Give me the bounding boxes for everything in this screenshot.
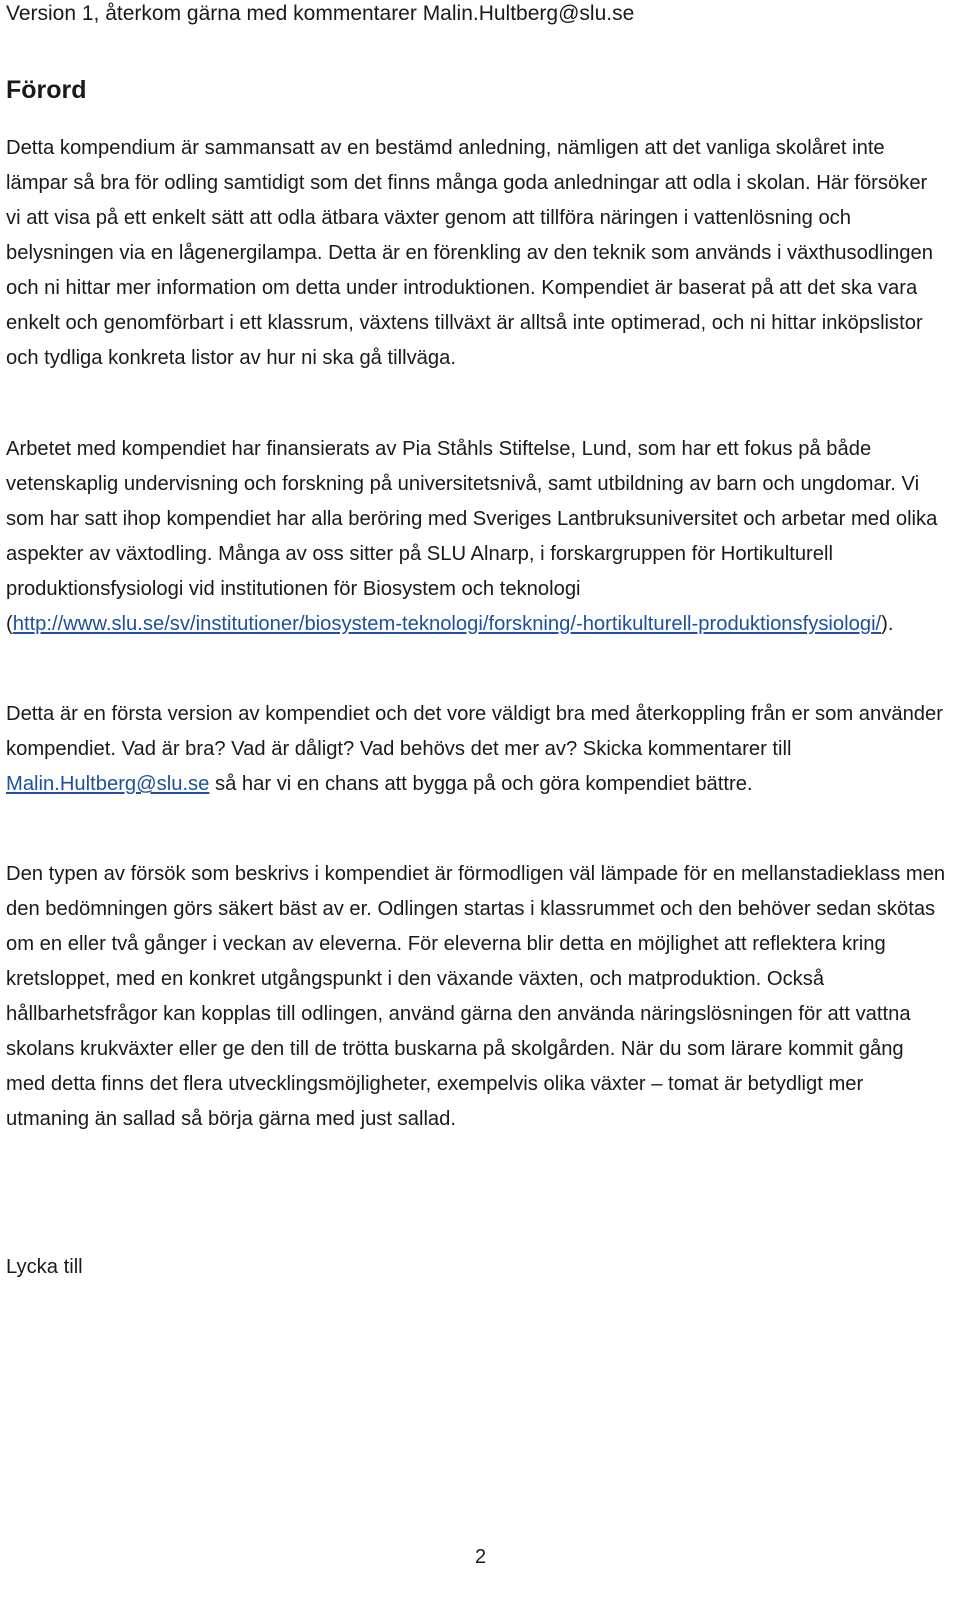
page-title: Förord [6,76,87,104]
paragraph-feedback-end: så har vi en chans att bygga på och göra kompendiet bättre. [209,773,753,795]
slu-institution-link[interactable]: http://www.slu.se/sv/institutioner/biosystem-teknologi/forskning/-hortikulturell-produktionsfysiologi/ [12,613,882,635]
paragraph-intro: Detta kompendium är sammansatt av en bestämd anledning, nämligen att det vanliga skolåret inte lämpar så bra för odling samtidigt som det finns många goda anledningar att odla i skolan. Här försöker vi att visa på ett enkelt sätt att odla ätbara växter genom att tillföra näringen i vattenlösning och belysningen via en lågenergilampa. Detta är en förenkling av den teknik som används i växthusodlingen och ni hittar mer information om detta under introduktionen. Kompendiet är baserat på att det ska vara enkelt och genomförbart i ett klassrum, växtens tillväxt är alltså inte optimerad, och ni hittar inköpslistor och tydliga konkreta listor av hur ni ska gå tillväga. [6,137,933,369]
email-link[interactable]: Malin.Hultberg@slu.se [6,773,210,795]
paragraph-funding [6,432,946,642]
paragraph-funding-end: ). [881,613,894,635]
paragraph-feedback-text: Detta är en första version av kompendiet och det vore väldigt bra med återkoppling från er som använder kompendiet. Vad är bra? Vad är dåligt? Vad behövs det mer av? Skicka kommentarer till [6,703,943,760]
page-number: 2 [475,1546,487,1568]
paragraph-feedback [6,697,946,802]
paragraph-funding-text: Arbetet med kompendiet har finansierats av Pia Ståhls Stiftelse, Lund, som har ett fokus på både vetenskaplig undervisning och forskning på universitetsnivå, samt utbildning av barn och ungdomar. Vi som har satt ihop kompendiet har alla beröring med Sveriges Lantbruksuniversitet och arbetar med olika aspekter av växtodling. Många av oss sitter på SLU Alnarp, i forskargruppen för Hortikulturell produktionsfysiologi vid institutionen för Biosystem och teknologi ( [6,438,938,635]
version-header: Version 1, återkom gärna med kommentarer Malin.Hultberg@slu.se [6,2,635,25]
paragraph-usage: Den typen av försök som beskrivs i kompendiet är förmodligen väl lämpade för en mellanstadieklass men den bedömningen görs säkert bäst av er. Odlingen startas i klassrummet och den behöver sedan skötas om en eller två gånger i veckan av eleverna. För eleverna blir detta en möjlighet att reflektera kring kretsloppet, med en konkret utgångspunkt i den växande växten, och matproduktion. Också hållbarhetsfrågor kan kopplas till odlingen, använd gärna den använda näringslösningen för att vattna skolans krukväxter eller ge den till de trötta buskarna på skolgården. När du som lärare kommit gång med detta finns det flera utvecklingsmöjligheter, exempelvis olika växter – tomat är betydligt mer utmaning än sallad så börja gärna med just sallad. [6,863,946,1130]
closing-text: Lycka till [6,1256,83,1278]
